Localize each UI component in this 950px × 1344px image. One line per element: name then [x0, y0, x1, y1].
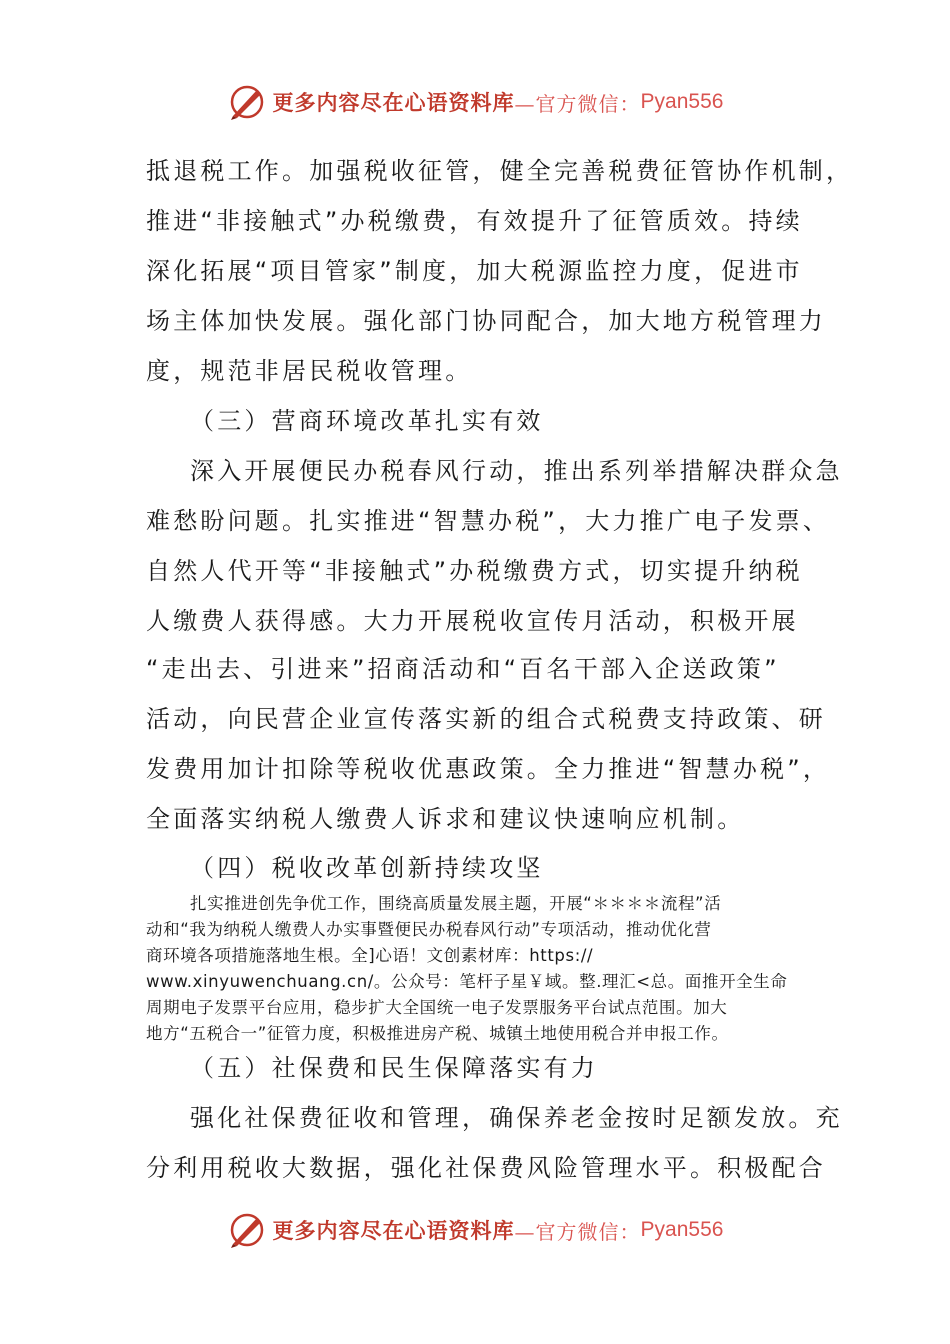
banner-wechat-id: Pyan556 — [640, 90, 724, 113]
text-line: 自然人代开等“非接触式”办税缴费方式，切实提升纳税 — [146, 557, 803, 585]
text-line: 抵退税工作。加强税收征管，健全完善税费征管协作机制， — [146, 157, 854, 185]
text-line: 周期电子发票平台应用，稳步扩大全国统一电子发票服务平台试点范围。加大 — [146, 998, 728, 1017]
text-line: 商环境各项措施落地生根。全]心语！文创素材库：https:// — [146, 946, 594, 965]
banner-main-text: 更多内容尽在心语资料库 — [272, 1218, 515, 1243]
text-line: 活动，向民营企业宣传落实新的组合式税费支持政策、研 — [146, 705, 826, 733]
text-line: 分利用税收大数据，强化社保费风险管理水平。积极配合 — [146, 1154, 826, 1182]
text-line: www.xinyuwenchuang.cn/。公众号：笔杆子星￥域。整.理汇<总。面推开全生命 — [146, 972, 788, 991]
banner-sub-text: —官方微信： — [514, 91, 641, 116]
text-line: 深化拓展“项目管家”制度，加大税源监控力度，促进市 — [146, 257, 803, 285]
text-line: 推进“非接触式”办税缴费，有效提升了征管质效。持续 — [146, 207, 803, 235]
text-line: 难愁盼问题。扎实推进“智慧办税”，大力推广电子发票、 — [146, 507, 831, 535]
section-heading-5: （五）社保费和民生保障落实有力 — [190, 1054, 598, 1082]
banner-main-text: 更多内容尽在心语资料库 — [272, 90, 515, 115]
text-line: 人缴费人获得感。大力开展税收宣传月活动，积极开展 — [146, 607, 799, 635]
banner-sub-text: —官方微信： — [514, 1219, 641, 1244]
footer-banner — [0, 1208, 950, 1252]
text-line: 强化社保费征收和管理，确保养老金按时足额发放。充 — [190, 1104, 843, 1132]
text-line: 度，规范非居民税收管理。 — [146, 357, 473, 385]
banner-wechat-id: Pyan556 — [640, 1218, 724, 1241]
text-line: 地方“五税合一”征管力度，积极推进房产税、城镇土地使用税合并申报工作。 — [146, 1024, 729, 1043]
text-line: 深入开展便民办税春风行动，推出系列举措解决群众急 — [190, 457, 843, 485]
pen-logo-icon — [227, 1210, 267, 1250]
text-line: 全面落实纳税人缴费人诉求和建议快速响应机制。 — [146, 805, 745, 833]
text-line: 发费用加计扣除等税收优惠政策。全力推进“智慧办税”， — [146, 755, 831, 783]
header-banner — [0, 80, 950, 124]
text-line: “走出去、引进来”招商活动和“百名干部入企送政策” — [146, 655, 780, 683]
text-line: 扎实推进创先争优工作，围绕高质量发展主题，开展“＊＊＊＊流程”活 — [190, 894, 722, 913]
text-line: 动和“我为纳税人缴费人办实事暨便民办税春风行动”专项活动，推动优化营 — [146, 920, 712, 939]
pen-logo-icon — [227, 82, 267, 122]
text-line: 场主体加快发展。强化部门协同配合，加大地方税管理力 — [146, 307, 826, 335]
section-heading-3: （三）营商环境改革扎实有效 — [190, 407, 544, 435]
section-heading-4: （四）税收改革创新持续攻坚 — [190, 854, 544, 882]
